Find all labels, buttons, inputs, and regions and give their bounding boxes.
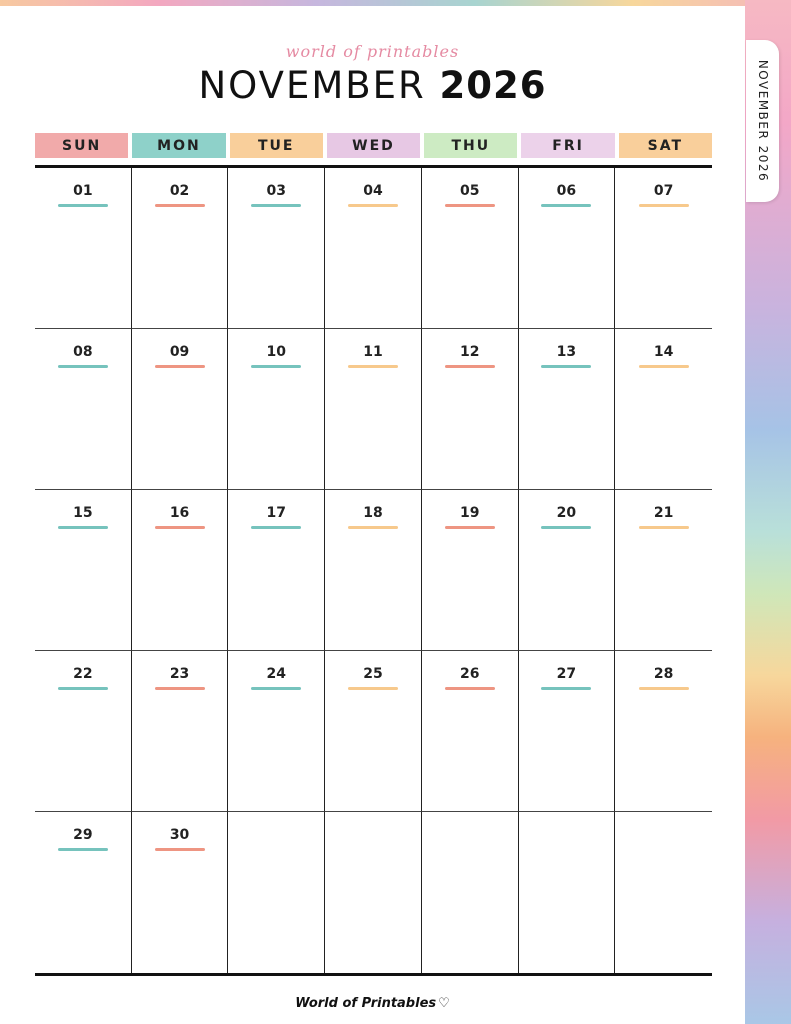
day-cell[interactable]: [325, 651, 422, 812]
day-cell[interactable]: [325, 168, 422, 329]
day-cell[interactable]: [422, 490, 519, 651]
day-cell[interactable]: [519, 329, 616, 490]
weekday-sun: SUN: [35, 133, 128, 158]
day-cell[interactable]: [325, 490, 422, 651]
day-number: 18: [363, 505, 383, 521]
day-underline: [155, 365, 205, 368]
footer-brand: [0, 996, 745, 1011]
day-underline: [639, 526, 689, 529]
day-cell[interactable]: [519, 812, 616, 973]
day-cell[interactable]: [132, 651, 229, 812]
day-underline: [58, 687, 108, 690]
day-number: 17: [266, 505, 287, 521]
day-number: 27: [556, 666, 577, 682]
calendar-page: [0, 6, 745, 1024]
day-number: 16: [169, 505, 190, 521]
day-underline: [639, 204, 689, 207]
day-number: 08: [73, 344, 93, 360]
day-underline: [251, 204, 301, 207]
day-cell[interactable]: [519, 168, 616, 329]
day-cell[interactable]: [228, 812, 325, 973]
day-cell[interactable]: [615, 651, 712, 812]
weekday-tue: TUE: [230, 133, 323, 158]
weekday-sat: SAT: [619, 133, 712, 158]
day-cell[interactable]: [132, 490, 229, 651]
day-cell[interactable]: [35, 329, 132, 490]
page-title: [0, 64, 745, 107]
day-number: 02: [169, 183, 190, 199]
day-cell[interactable]: [132, 329, 229, 490]
footer-brand-text: World of Printables: [295, 996, 437, 1011]
day-number: 09: [169, 344, 190, 360]
day-number: 07: [653, 183, 674, 199]
weekday-thu: THU: [424, 133, 517, 158]
month-side-tab[interactable]: [746, 40, 779, 202]
day-underline: [541, 687, 591, 690]
day-cell[interactable]: [615, 490, 712, 651]
day-underline: [445, 526, 495, 529]
day-number: 13: [556, 344, 577, 360]
weekday-fri: FRI: [521, 133, 614, 158]
day-underline: [58, 365, 108, 368]
day-number: 03: [266, 183, 287, 199]
day-cell[interactable]: [35, 651, 132, 812]
day-underline: [251, 687, 301, 690]
day-number: 19: [459, 505, 480, 521]
day-cell[interactable]: [228, 490, 325, 651]
side-tab-label: NOVEMBER 2026: [755, 59, 770, 183]
day-cell[interactable]: [35, 168, 132, 329]
day-underline: [541, 204, 591, 207]
title-month: NOVEMBER: [198, 64, 426, 107]
day-underline: [155, 848, 205, 851]
day-underline: [639, 365, 689, 368]
day-number: 26: [459, 666, 480, 682]
day-number: 21: [653, 505, 674, 521]
day-number: 10: [266, 344, 287, 360]
day-number: 04: [363, 183, 383, 199]
day-number: 05: [459, 183, 480, 199]
day-underline: [348, 687, 398, 690]
day-underline: [58, 204, 108, 207]
day-cell[interactable]: [615, 168, 712, 329]
day-underline: [445, 365, 495, 368]
day-number: 29: [73, 827, 93, 843]
day-cell[interactable]: [422, 168, 519, 329]
day-number: 30: [169, 827, 190, 843]
day-number: 23: [169, 666, 190, 682]
day-number: 06: [556, 183, 577, 199]
day-underline: [445, 204, 495, 207]
month-grid: [35, 165, 712, 976]
day-cell[interactable]: [325, 812, 422, 973]
day-cell[interactable]: [519, 490, 616, 651]
day-cell[interactable]: [132, 168, 229, 329]
day-number: 28: [653, 666, 674, 682]
day-number: 22: [73, 666, 93, 682]
brand-script-logo: world of printables: [285, 42, 460, 61]
day-number: 11: [363, 344, 383, 360]
day-underline: [155, 526, 205, 529]
day-underline: [348, 526, 398, 529]
day-underline: [541, 526, 591, 529]
day-underline: [58, 526, 108, 529]
day-cell[interactable]: [35, 812, 132, 973]
weekday-wed: WED: [327, 133, 420, 158]
day-underline: [445, 687, 495, 690]
day-cell[interactable]: [422, 651, 519, 812]
day-number: 15: [73, 505, 93, 521]
day-underline: [251, 526, 301, 529]
day-underline: [58, 848, 108, 851]
day-cell[interactable]: [35, 490, 132, 651]
day-cell[interactable]: [228, 329, 325, 490]
day-cell[interactable]: [325, 329, 422, 490]
day-cell[interactable]: [228, 168, 325, 329]
day-number: 25: [363, 666, 383, 682]
day-underline: [348, 365, 398, 368]
day-underline: [348, 204, 398, 207]
heart-icon: ♡: [438, 996, 450, 1011]
day-underline: [155, 687, 205, 690]
day-underline: [251, 365, 301, 368]
weekday-mon: MON: [132, 133, 225, 158]
day-cell[interactable]: [132, 812, 229, 973]
day-cell[interactable]: [422, 812, 519, 973]
day-number: 12: [459, 344, 480, 360]
day-cell[interactable]: [615, 812, 712, 973]
weekday-header-row: [35, 133, 712, 158]
day-number: 01: [73, 183, 93, 199]
day-cell[interactable]: [228, 651, 325, 812]
day-number: 20: [556, 505, 577, 521]
day-cell[interactable]: [519, 651, 616, 812]
day-cell[interactable]: [615, 329, 712, 490]
day-number: 14: [653, 344, 674, 360]
day-underline: [541, 365, 591, 368]
day-underline: [639, 687, 689, 690]
day-cell[interactable]: [422, 329, 519, 490]
day-underline: [155, 204, 205, 207]
title-year: 2026: [439, 64, 547, 107]
day-number: 24: [266, 666, 287, 682]
